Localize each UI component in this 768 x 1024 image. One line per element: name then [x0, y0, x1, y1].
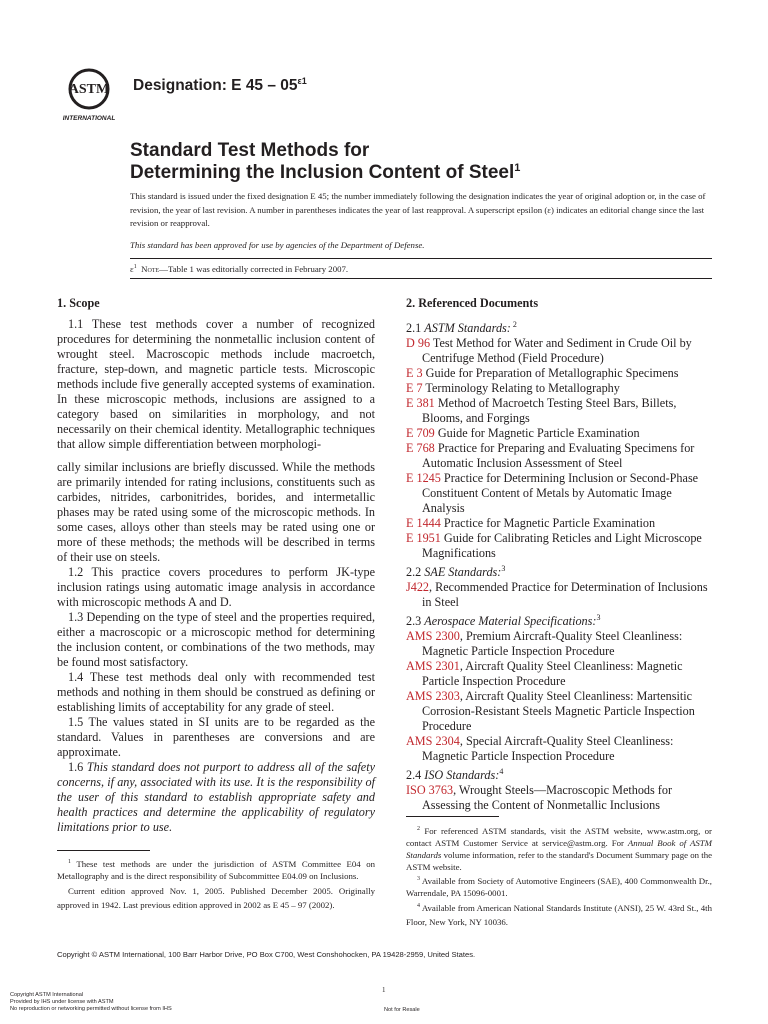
sae-description: , Recommended Practice for Determination of Inclusions in Steel — [422, 580, 708, 610]
ams-standards-list — [406, 629, 712, 764]
header-rule-top — [130, 258, 712, 259]
footnote-1-text: These test methods are under the jurisdiction of ASTM Committee E04 on Metallography and is the direct responsibility of Subcommittee E04.09 on Inclusions. — [57, 858, 375, 881]
header-rule-bottom — [130, 278, 712, 279]
astm-code-link[interactable]: E 3 — [406, 366, 423, 381]
title-line-1: Standard Test Methods for — [130, 140, 370, 161]
license-line-1: Copyright ASTM International — [10, 992, 84, 998]
scope-1-1-part2: cally similar inclusions are briefly discussed. While the methods are primarily intended for rating inclusions, constituents such as carbides, nitrides, carbonitrides, borides, and intermetallic phases may be rated using some of the microscopic methods. In some cases, alloys other than steels may be rated using one or more of these methods; the methods will be described in terms of their use on steels. — [57, 460, 375, 564]
iso-description: , Wrought Steels—Macroscopic Methods for Assessing the Content of Nonmetallic Inclusions — [422, 783, 673, 813]
scope-1-1-part1: 1.1 These test methods cover a number of recognized procedures for determining the nonmetallic inclusion content of wrought steel. Macroscopic methods include macroetch, fracture, step-down, and magnetic particle tests. Microscopic methods include five generally accepted systems of examination. In these microscopic methods, inclusions are assigned to a category based on similarities in morphology, and not necessarily on their chemical identity. Metallographic techniques that allow simple differentiation between morphologi- — [57, 317, 375, 451]
ams-item — [406, 689, 712, 734]
astm-item — [406, 441, 712, 471]
footnote-2-ital: Annual Book of ASTM Standards — [406, 837, 713, 860]
sae-label: SAE Standards: — [424, 565, 502, 580]
astm-num: 2.1 — [406, 321, 425, 336]
title-text: Determining the Inclusion Content of Steel — [130, 162, 515, 183]
footnote-1-edition: Current edition approved Nov. 1, 2005. Published December 2005. Originally approved in 1942. Last previous edition approved in 2002 as E 45 – 97 (2002). — [57, 885, 375, 910]
footnote-2-text: For referenced ASTM standards, visit the ASTM website, www.astm.org, or contact ASTM Customer Service at service@astm.org. For — [406, 825, 712, 848]
iso-standards-list — [406, 783, 712, 813]
astm-item — [406, 471, 712, 516]
astm-description: Terminology Relating to Metallography — [422, 381, 620, 396]
astm-description: Practice for Preparing and Evaluating Specimens for Automatic Inclusion Assessment of Steel — [422, 441, 695, 471]
astm-description: Practice for Magnetic Particle Examination — [440, 516, 656, 531]
iso-item — [406, 783, 712, 813]
astm-code-link[interactable]: E 1951 — [406, 531, 441, 546]
ams-code-link[interactable]: AMS 2300 — [406, 629, 460, 644]
scope-section — [57, 296, 375, 835]
astm-item — [406, 366, 712, 381]
iso-standards-heading — [406, 764, 712, 783]
astm-item — [406, 396, 712, 426]
ams-description: , Aircraft Quality Steel Cleanliness: Martensitic Corrosion-Resistant Steels Magnetic Particle Inspection Procedure — [422, 689, 695, 734]
astm-description: Guide for Magnetic Particle Examination — [434, 426, 640, 441]
scope-heading: 1. Scope — [57, 296, 100, 310]
note-eps: ε — [130, 264, 134, 274]
astm-code-link[interactable]: E 768 — [406, 441, 435, 456]
title-line-2 — [130, 162, 520, 184]
astm-standards-heading — [406, 317, 712, 336]
license-line-2: Provided by IHS under license with ASTM — [10, 999, 114, 1005]
astm-description: Method of Macroetch Testing Steel Bars, Billets, Blooms, and Forgings — [422, 396, 677, 426]
scope-1-4: 1.4 These test methods deal only with recommended test methods and nothing in them should be construed as defining or establishing limits of acceptability for any grade of steel. — [57, 670, 375, 714]
astm-logo-icon — [58, 62, 120, 124]
license-block — [10, 992, 172, 1013]
intro-statement: This standard is issued under the fixed designation E 45; the number immediately following the designation indicates the year of original adoption or, in the case of revision, the year of last revision. A number in parentheses indicates the year of last reapproval. A superscript epsilon (ε) indicates an editorial change since the last revision or reapproval. — [130, 191, 706, 228]
sae-sup: 3 — [501, 564, 506, 574]
copyright-line: Copyright © ASTM International, 100 Barr Harbor Drive, PO Box C700, West Conshohocken, PA 19428-2959, United States. — [57, 950, 476, 959]
astm-code-link[interactable]: E 1444 — [406, 516, 441, 531]
ams-item — [406, 629, 712, 659]
ams-item — [406, 734, 712, 764]
astm-standards-list — [406, 336, 712, 561]
footnote-4-text: Available from American National Standards Institute (ANSI), 25 W. 43rd St., 4th Floor, New York, NY 10036. — [406, 902, 712, 927]
license-line-3: No reproduction or networking permitted without license from IHS — [10, 1006, 172, 1012]
approval-statement: This standard has been approved for use by agencies of the Department of Defense. — [130, 240, 425, 250]
designation-label: Designation: E 45 – 05 — [133, 77, 298, 94]
iso-code-link[interactable]: ISO 3763 — [406, 783, 454, 798]
title-footnote-ref: 1 — [514, 162, 521, 174]
astm-item — [406, 336, 712, 366]
logo-text: ASTM — [68, 82, 110, 97]
scope-1-2: 1.2 This practice covers procedures to perform JK-type inclusion ratings using automatic image analysis in accordance with microscopic methods A and D. — [57, 565, 375, 609]
footnote-rule-right — [406, 816, 499, 817]
footnotes-right — [406, 823, 712, 929]
sae-item — [406, 580, 712, 610]
ams-description: , Aircraft Quality Steel Cleanliness: Magnetic Particle Inspection Procedure — [422, 659, 683, 689]
sae-standards-list — [406, 580, 712, 610]
references-section — [406, 296, 712, 813]
note-label: Note — [141, 264, 160, 274]
ams-num: 2.3 — [406, 614, 425, 629]
astm-description: Practice for Determining Inclusion or Second-Phase Constituent Content of Metals by Automatic Image Analysis — [422, 471, 699, 516]
designation-sup: ε1 — [297, 76, 307, 86]
scope-1-6-text: This standard does not purport to address all of the safety concerns, if any, associated with its use. It is the responsibility of the user of this standard to establish appropriate safety and health practices and determine the applicability of regulatory limitations prior to use. — [57, 760, 375, 834]
astm-description: Test Method for Water and Sediment in Crude Oil by Centrifuge Method (Field Procedure) — [422, 336, 692, 366]
astm-code-link[interactable]: E 1245 — [406, 471, 441, 486]
ams-label: Aerospace Material Specifications: — [424, 614, 597, 629]
ams-description: , Special Aircraft-Quality Steel Cleanliness: Magnetic Particle Inspection Procedure — [422, 734, 674, 764]
logo-subtext: INTERNATIONAL — [62, 115, 116, 122]
ams-code-link[interactable]: AMS 2304 — [406, 734, 460, 749]
scope-1-6 — [57, 760, 375, 835]
editorial-note — [130, 264, 348, 274]
iso-sup: 4 — [499, 767, 504, 777]
references-heading: 2. Referenced Documents — [406, 296, 539, 310]
iso-label: ISO Standards: — [424, 768, 500, 783]
ams-code-link[interactable]: AMS 2303 — [406, 689, 460, 704]
footnote-1-sup: 1 — [68, 859, 71, 865]
astm-label: ASTM Standards: — [424, 321, 511, 336]
astm-sup: 2 — [510, 320, 517, 329]
sae-code-link[interactable]: J422 — [406, 580, 430, 595]
footnote-1 — [57, 856, 375, 882]
footnote-2-sup: 2 — [417, 826, 420, 832]
note-sup: 1 — [133, 264, 137, 271]
astm-code-link[interactable]: D 96 — [406, 336, 431, 351]
astm-logo — [58, 62, 120, 124]
designation — [133, 76, 307, 95]
footnote-2 — [406, 823, 712, 873]
astm-description: Guide for Preparation of Metallographic Specimens — [422, 366, 679, 381]
astm-item — [406, 531, 712, 561]
footnote-rule-left — [57, 850, 150, 851]
footnotes-left — [57, 856, 375, 912]
ams-sup: 3 — [596, 613, 601, 623]
astm-item — [406, 426, 712, 441]
ams-item — [406, 659, 712, 689]
astm-item — [406, 516, 712, 531]
scope-1-5: 1.5 The values stated in SI units are to be regarded as the standard. Values in parentheses are conversions and are approximate. — [57, 715, 375, 759]
ams-standards-heading — [406, 610, 712, 629]
footnote-3-sup: 3 — [417, 875, 420, 882]
note-text: —Table 1 was editorially corrected in February 2007. — [159, 264, 349, 274]
scope-1-6-num: 1.6 — [68, 760, 87, 774]
footnote-2-rest: volume information, refer to the standard's Document Summary page on the ASTM website. — [406, 849, 712, 872]
astm-item — [406, 381, 712, 396]
astm-code-link[interactable]: E 381 — [406, 396, 435, 411]
ams-description: , Premium Aircraft-Quality Steel Cleanliness: Magnetic Particle Inspection Procedure — [422, 629, 683, 659]
footnote-4-sup: 4 — [417, 902, 420, 909]
sae-standards-heading — [406, 561, 712, 580]
ams-code-link[interactable]: AMS 2301 — [406, 659, 460, 674]
astm-description: Guide for Calibrating Reticles and Light Microscope Magnifications — [422, 531, 702, 561]
sae-num: 2.2 — [406, 565, 425, 580]
astm-code-link[interactable]: E 7 — [406, 381, 423, 396]
footnote-3-text: Available from Society of Automotive Engineers (SAE), 400 Commonwealth Dr., Warrendale, PA 15096-0001. — [406, 875, 712, 898]
footnote-3 — [406, 873, 712, 899]
not-for-resale: Not for Resale — [384, 1007, 420, 1013]
scope-1-3: 1.3 Depending on the type of steel and the properties required, either a macroscopic or a microscopic method for determining the inclusion content, or combinations of the two methods, may be found most satisfactory. — [57, 610, 375, 669]
footnote-4 — [406, 899, 712, 929]
page-number: 1 — [382, 986, 386, 994]
iso-num: 2.4 — [406, 768, 425, 783]
astm-code-link[interactable]: E 709 — [406, 426, 435, 441]
